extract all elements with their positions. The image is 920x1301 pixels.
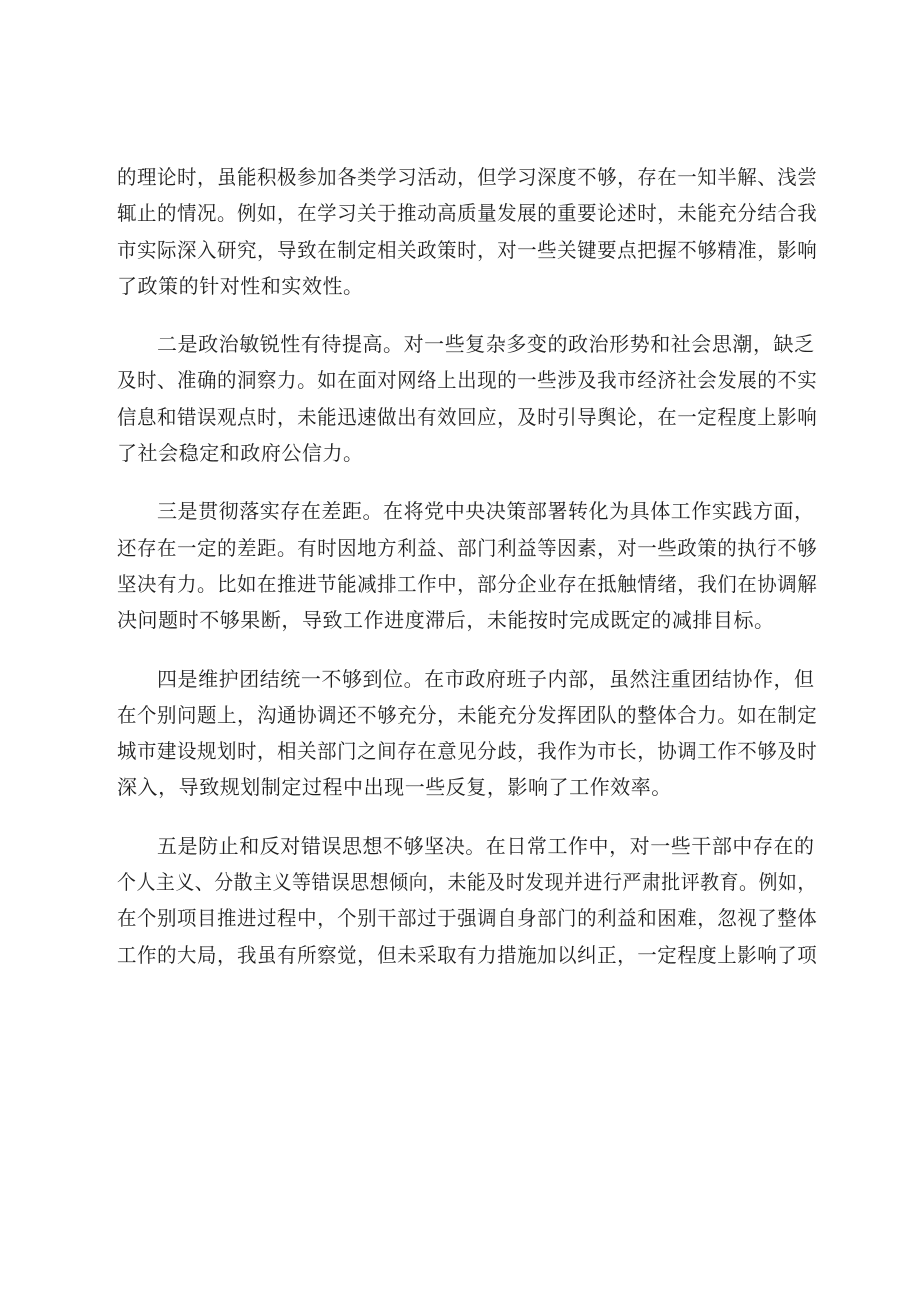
text-line: 了社会稳定和政府公信力。 (117, 441, 364, 466)
text-line: 在个别问题上，沟通协调还不够充分，未能充分发挥团队的整体合力。如在制定 (117, 702, 818, 727)
text-line: 及时、准确的洞察力。如在面对网络上出现的一些涉及我市经济社会发展的不实 (117, 368, 818, 393)
text-line: 辄止的情况。例如，在学习关于推动高质量发展的重要论述时，未能充分结合我 (117, 201, 818, 226)
text-line: 工作的大局，我虽有所察觉，但未采取有力措施加以纠正，一定程度上影响了项 (117, 942, 818, 967)
text-line: 在个别项目推进过程中，个别干部过于强调自身部门的利益和困难，忽视了整体 (117, 906, 818, 931)
text-line: 信息和错误观点时，未能迅速做出有效回应，及时引导舆论，在一定程度上影响 (117, 404, 818, 429)
paragraph-wrong-thinking (117, 828, 817, 973)
paragraph-unity (117, 661, 817, 806)
text-line: 三是贯彻落实存在差距。在将党中央决策部署转化为具体工作实践方面， (157, 499, 815, 524)
text-line: 决问题时不够果断，导致工作进度滞后，未能按时完成既定的减排目标。 (117, 608, 775, 633)
text-line: 还存在一定的差距。有时因地方利益、部门利益等因素，对一些政策的执行不够 (117, 535, 818, 560)
text-line: 的理论时，虽能积极参加各类学习活动，但学习深度不够，存在一知半解、浅尝 (117, 165, 818, 189)
text-line: 二是政治敏锐性有待提高。对一些复杂多变的政治形势和社会思潮，缺乏 (157, 332, 815, 357)
text-line: 五是防止和反对错误思想不够坚决。在日常工作中，对一些干部中存在的 (157, 833, 815, 858)
text-line: 市实际深入研究，导致在制定相关政策时，对一些关键要点把握不够精准，影响 (117, 237, 818, 262)
paragraph-political-sensitivity (117, 326, 817, 471)
paragraph-implementation-gap (117, 493, 817, 638)
text-line: 深入，导致规划制定过程中出现一些反复，影响了工作效率。 (117, 775, 672, 800)
text-line: 四是维护团结统一不够到位。在市政府班子内部，虽然注重团结协作，但 (157, 666, 815, 691)
text-line: 个人主义、分散主义等错误思想倾向，未能及时发现并进行严肃批评教育。例如， (117, 870, 817, 895)
document-body (117, 159, 817, 973)
paragraph-continued (117, 159, 817, 304)
text-line: 坚决有力。比如在推进节能减排工作中，部分企业存在抵触情绪，我们在协调解 (117, 571, 818, 596)
text-line: 城市建设规划时，相关部门之间存在意见分歧，我作为市长，协调工作不够及时 (117, 739, 818, 764)
text-line: 了政策的针对性和实效性。 (117, 273, 364, 298)
